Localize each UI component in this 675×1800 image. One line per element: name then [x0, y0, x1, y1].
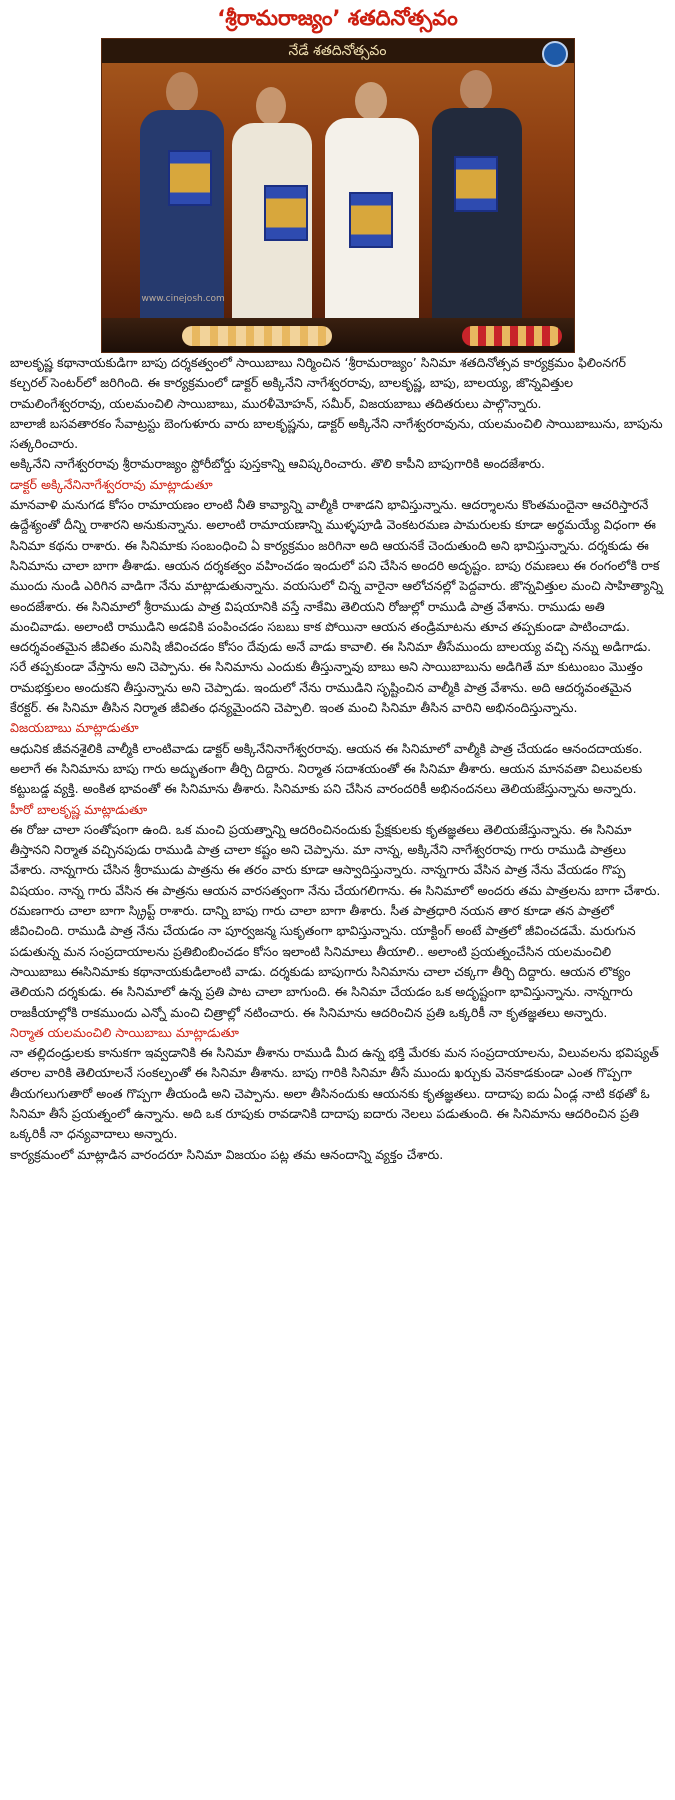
article-paragraph: అక్కినేని నాగేశ్వరరావు శ్రీరామరాజ్యం స్టోరీబోర్డు పుస్తకాన్ని ఆవిష్కరించారు. తొలి కాపీని బాపుగారికి అందజేశారు.	[10, 456, 546, 472]
article-paragraph: బాలాజీ బసవతారకం సేవాట్రస్టు బెంగుళూరు వారు బాలకృష్ణను, డాక్టర్ అక్కినేని నాగేశ్వరరావును, యలమంచిలి సాయిబాబును, బాపును సత్కరించారు.	[10, 415, 663, 452]
photo-watermark: www.cinejosh.com	[141, 294, 225, 304]
article-title: ‘శ్రీరామరాజ్యం’ శతదినోత్సవం	[217, 6, 458, 30]
article-paragraph: మానవాళి మనుగడ కోసం రామాయణం లాంటి నీతి కావ్యాన్ని వాల్మీకి రాశాడని భావిస్తున్నాను. ఆదర్శాలను కొంతమందైనా ఆచరిస్తారనే ఉద్దేశ్యంతో దీన్ని రాశారని అనుకున్నాను. అలాంటి రామాయణాన్ని ముళ్ళపూడి వెంకటరమణ పామరులకు కూడా అర్థమయ్యే విధంగా ఈ సినిమా కథను రాశారు. ఈ సినిమాకు సంబంధించి ఏ కార్యక్రమం జరిగినా అది ఆయనకే చెందుతుంది అని భావిస్తున్నాను. దర్శకుడు ఈ సినిమాను చాలా బాగా తీశాడు. ఆయన దర్శకత్వం వహించడం ఇందులో పని చేసిన అందరి అదృష్టం. బాపు రమణలు ఈ రంగంలోకి రాక ముందు నుండి ఎరిగిన వాడిగా నేను మాట్లాడుతున్నాను. వయసులో చిన్న వారైనా ఆలోచనల్లో పెద్దవారు. జొన్నవిత్తుల మంచి సాహిత్యాన్ని అందజేశారు. ఈ సినిమాలో శ్రీరాముడు పాత్ర విషయానికి వస్తే నాకేమి తెలియని రోజుల్లో రాముడి పాత్ర వేశాను. రాముడు అతి మంచివాడు. అలాంటి రాముడిని అడవికి పంపించడం సబబు కాక పోయినా ఆయన తండ్రిమాటను తూచ తప్పకుండా పాటించాడు. ఆదర్శవంతమైన జీవితం మనిషి జీవించడం కోసం దేవుడు అనే వాడు కావాలి. ఈ సినిమా తీసేముందు బాలయ్య వచ్చి నన్ను అడిగాడు. సరే తప్పకుండా వేస్తాను అని చెప్పాను. ఈ సినిమాను ఎందుకు తీస్తున్నావు బాబు అని సాయిబాబును అడిగితే మా కుటుంబం మొత్తం రామభక్తులం అందుకని తీస్తున్నాను అని చెప్పాడు. ఇందులో నేను రాముడిని సృష్టించిన వాల్మీకి పాత్ర వేశాను. అది ఆదర్శవంతమైన కేరక్టర్. ఈ సినిమా తీసిన నిర్మాత జీవితం ధన్యమైందని చెప్పాలి. ఇంత మంచి సినిమా తీసిన వారిని అభినందిస్తున్నాను.	[10, 497, 663, 716]
channel-logo-icon	[542, 41, 568, 67]
flower-decoration	[182, 326, 332, 346]
article-paragraph: ఈ రోజు చాలా సంతోషంగా ఉంది. ఒక మంచి ప్రయత్నాన్ని ఆదరించినందుకు ప్రేక్షకులకు కృతజ్ఞతలు తెలియజేస్తున్నాను. ఈ సినిమా తీస్తానని నిర్మాత వచ్చినపుడు రాముడి పాత్ర చాలా కష్టం అని చెప్పాను. మా నాన్న, అక్కినేని నాగేశ్వరరావు గారు రాముడి పాత్రలు వేశారు. నాన్నగారు చేసిన శ్రీరాముడు పాత్రను ఈ తరం వారు కూడా ఆస్వాదిస్తున్నారు. నాన్నగారు వేసిన పాత్ర నేను వేయడం గొప్ప విషయం. నాన్న గారు వేసిన ఈ పాత్రను ఆయన వారసత్వంగా నేను చేయగలిగాను. ఈ సినిమాలో అందరు తమ పాత్రలను బాగా చేశారు. రమణగారు చాలా బాగా స్క్రిప్ట్ రాశారు. దాన్ని బాపు గారు చాలా బాగా తీశారు. సీత పాత్రధారి నయన తార కూడా తన పాత్రలో జీవించింది. రాముడి పాత్ర నేను చేయడం నా పూర్వజన్మ సుకృతంగా భావిస్తున్నాను. యాక్టింగ్ అంటే పాత్రలో జీవించడమే. మరుగున పడుతున్న మన సంప్రదాయాలను ప్రతిబింబించడం కోసం ఇలాంటి సినిమాలు తీయాలి.. అలాంటి ప్రయత్నంచేసిన యలమంచిలి సాయిబాబు ఈసినిమాకు కథానాయకుడిలాంటి వాడు. దర్శకుడు బాపుగారు సినిమాను చాలా చక్కగా తీర్చి దిద్దారు. ఆయన లొక్యం తెలియని దర్శకుడు. ఈ సినిమాలో ఉన్న ప్రతి పాట చాలా బాగుంది. ఈ సినిమా చేయడం ఒక అదృష్టంగా భావిస్తున్నాను. నాన్నగారు రాజకీయాల్లోకి రాకముందు ఎన్నో మంచి చిత్రాల్లో నటించారు. ఈ సినిమాను ఆదరించిన ప్రతి ఒక్కరికీ నా కృతజ్ఞతలు అన్నారు.	[10, 821, 661, 1020]
photo-banner: నేడే శతదినోత్సవం	[102, 39, 574, 63]
person-1	[132, 72, 232, 332]
article-body	[0, 353, 675, 1165]
article-paragraph: కార్యక్రమంలో మాట్లాడిన వారందరూ సినిమా విజయం పట్ల తమ ఆనందాన్ని వ్యక్తం చేశారు.	[10, 1146, 444, 1162]
article-paragraph: నా తల్లిదండ్రులకు కానుకగా ఇవ్వడానికి ఈ సినిమా తీశాను రాముడి మీద ఉన్న భక్తి మేరకు మన సంప్రదాయాలను, విలువలను భవిష్యత్ తరాల వారికి తెలియాలనే సంకల్పంతో ఈ సినిమా తీశాను. బాపు గారికి సినిమా తీసే ముందు ఖర్చుకు వెనకాడకుండా ఎంత గొప్పగా తీయగలుగుతారో అంత గొప్పగా తీయండి అని చెప్పాను. అలా తీసినందుకు ఆయనకు కృతజ్ఞతలు. దాదాపు ఐదు ఏండ్ల నాటి కథతో ఓ సినిమా తీసే ప్రయత్నంలో ఉన్నాను. అది ఒక రూపుకు రావడానికి దాదాపు ఐదారు నెలలు పడుతుంది. ఈ సినిమాను ఆదరించిన ప్రతి ఒక్కరికీ నా ధన్యవాదాలు అన్నారు.	[10, 1045, 659, 1142]
person-2	[222, 87, 322, 332]
flower-decoration	[462, 326, 562, 346]
person-4	[422, 70, 532, 332]
section-heading: విజయబాబు మాట్లాడుతూ	[10, 720, 139, 736]
section-heading: డాక్టర్ అక్కినేనినాగేశ్వరరావు మాట్లాడుతూ	[10, 476, 213, 492]
article-paragraph: ఆధునిక జీవనశైలికి వాల్మీకి లాంటివాడు డాక్టర్ అక్కినేనినాగేశ్వరరావు. ఆయన ఈ సినిమాలో వాల్మీకి పాత్ర చేయడం ఆనందదాయకం. అలాగే ఈ సినిమాను బాపు గారు అద్భుతంగా తీర్చి దిద్దారు. నిర్మాత సదాశయంతో ఈ సినిమా తీశారు. ఆయన మానవతా విలువలకు కట్టుబడ్డ వ్యక్తి. అంకిత భావంతో ఈ సినిమాను తీశారు. సినిమాకు పని చేసిన వారందరికీ అభినందనలు తెలియజేస్తున్నాను అన్నారు.	[10, 740, 643, 797]
person-3	[317, 82, 427, 332]
section-heading: నిర్మాత యలమంచిలి సాయిబాబు మాట్లాడుతూ	[10, 1024, 239, 1040]
event-photo	[101, 38, 575, 353]
article-paragraph: బాలకృష్ణ కథానాయకుడిగా బాపు దర్శకత్వంలో సాయిబాబు నిర్మించిన ‘శ్రీరామరాజ్యం’ సినిమా శతదినోత్సవ కార్యక్రమం ఫిలింనగర్ కల్చరల్ సెంటర్‌లో జరిగింది. ఈ కార్యక్రమంలో డాక్టర్ అక్కినేని నాగేశ్వరరావు, బాలకృష్ణ, బాపు, బాలయ్య, జొన్నవిత్తుల రామలింగేశ్వరరావు, యలమంచిలి సాయిబాబు, మురళీమోహన్, సమీర్, విజయబాబు తదితరులు పాల్గొన్నారు.	[10, 355, 626, 411]
section-heading: హీరో బాలకృష్ణ మాట్లాడుతూ	[10, 801, 148, 817]
